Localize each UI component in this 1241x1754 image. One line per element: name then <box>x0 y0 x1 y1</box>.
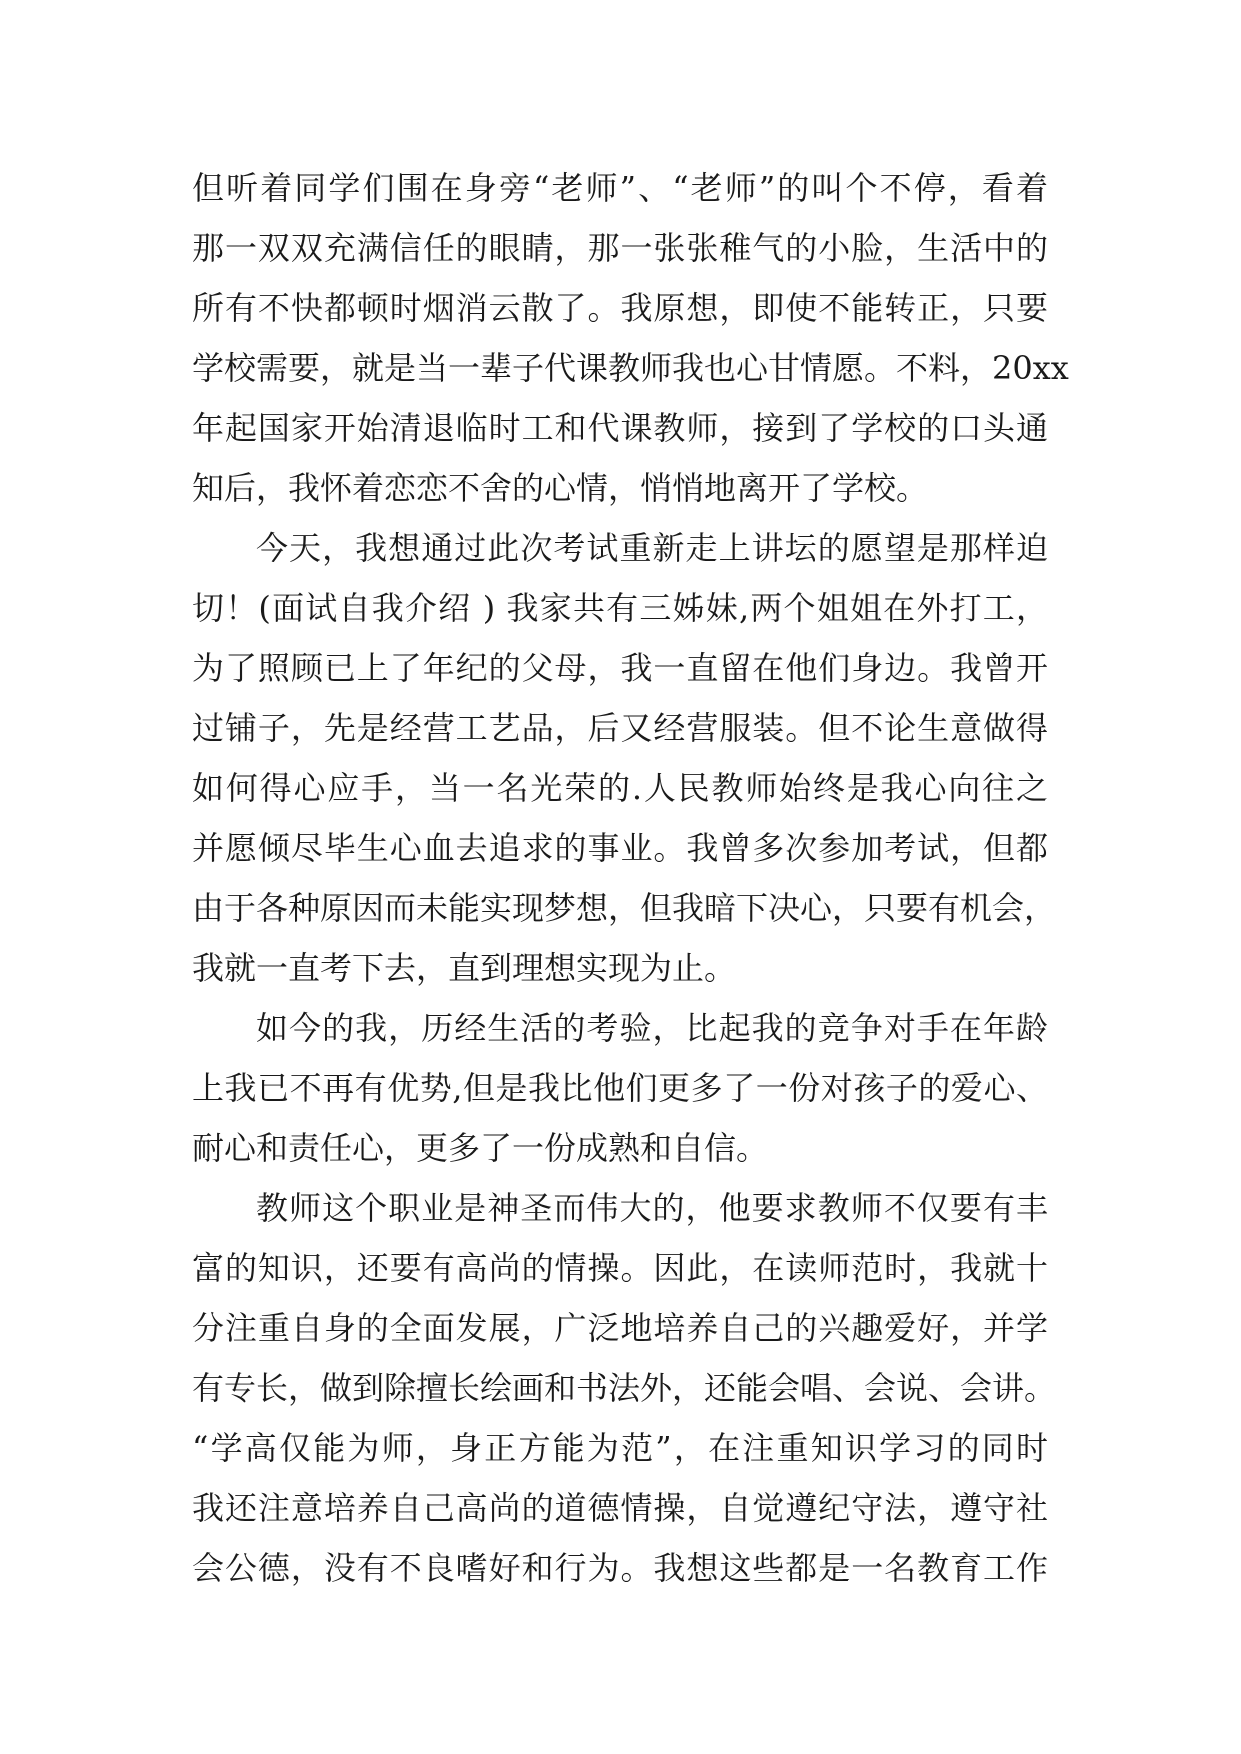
text-line: 富的知识，还要有高尚的情操。因此，在读师范时，我就十 <box>192 1249 1048 1287</box>
text-line: 上我已不再有优势,但是我比他们更多了一份对孩子的爱心、 <box>192 1069 1048 1107</box>
text-line: 切！(面试自我介绍 ) 我家共有三姊妹,两个姐姐在外打工， <box>192 589 1048 627</box>
paragraph-first-line: 教师这个职业是神圣而伟大的，他要求教师不仅要有丰 <box>256 1189 1048 1227</box>
paragraph-first-line: 今天，我想通过此次考试重新走上讲坛的愿望是那样迫 <box>256 529 1048 567</box>
document-body <box>192 158 1069 1598</box>
text-line: 但听着同学们围在身旁“老师”、“老师”的叫个不停，看着 <box>192 169 1048 207</box>
text-line: 耐心和责任心，更多了一份成熟和自信。 <box>192 1129 769 1167</box>
text-line: 分注重自身的全面发展，广泛地培养自己的兴趣爱好，并学 <box>192 1309 1048 1347</box>
text-line: 我就一直考下去，直到理想实现为止。 <box>192 949 737 987</box>
text-line: 所有不快都顿时烟消云散了。我原想，即使不能转正，只要 <box>192 289 1048 327</box>
text-line: 并愿倾尽毕生心血去追求的事业。我曾多次参加考试，但都 <box>192 829 1048 867</box>
text-line: 那一双双充满信任的眼睛，那一张张稚气的小脸，生活中的 <box>192 229 1048 267</box>
text-line: 我还注意培养自己高尚的道德情操，自觉遵纪守法，遵守社 <box>192 1489 1048 1527</box>
text-line: “学高仅能为师，身正方能为范”，在注重知识学习的同时 <box>192 1429 1048 1467</box>
text-line: 为了照顾已上了年纪的父母，我一直留在他们身边。我曾开 <box>192 649 1048 687</box>
text-line: 知后，我怀着恋恋不舍的心情，悄悄地离开了学校。 <box>192 469 929 507</box>
text-line: 过铺子，先是经营工艺品，后又经营服装。但不论生意做得 <box>192 709 1048 747</box>
text-line: 有专长，做到除擅长绘画和书法外，还能会唱、会说、会讲。 <box>192 1369 1057 1407</box>
text-line: 由于各种原因而未能实现梦想，但我暗下决心，只要有机会， <box>192 889 1057 927</box>
text-line: 会公德，没有不良嗜好和行为。我想这些都是一名教育工作 <box>192 1549 1048 1587</box>
text-line: 如何得心应手，当一名光荣的.人民教师始终是我心向往之 <box>192 769 1048 807</box>
text-line: 学校需要，就是当一辈子代课教师我也心甘情愿。不料，20xx <box>192 349 1069 387</box>
paragraph-first-line: 如今的我，历经生活的考验，比起我的竞争对手在年龄 <box>256 1009 1048 1047</box>
text-line: 年起国家开始清退临时工和代课教师，接到了学校的口头通 <box>192 409 1048 447</box>
